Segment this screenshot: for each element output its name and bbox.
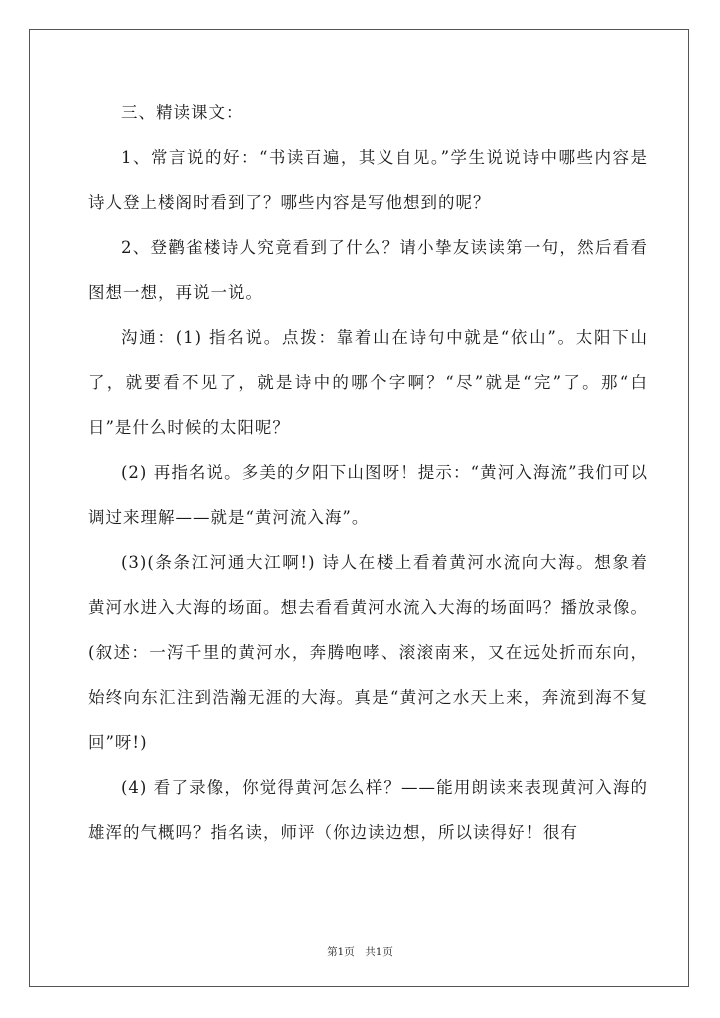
paragraph-5: (3)(条条江河通大江啊!) 诗人在楼上看着黄河水流向大海。想象着黄河水进入大海的场面。想去看看黄河水流入大海的场面吗？播放录像。(叙述：一泻千里的黄河水，奔腾咆哮、滚滚南来，又在远处折而东向，始终向东汇注到浩瀚无涯的大海。真是“黄河之水天上来，奔流到海不复回”呀!) xyxy=(88,553,648,752)
page-footer: 第1页 共1页 xyxy=(327,946,393,958)
paragraph-3: 沟通：(1) 指名说。点拨：靠着山在诗句中就是“依山”。太阳下山了，就要看不见了，就是诗中的哪个字啊？“尽”就是“完”了。那“白日”是什么时候的太阳呢？ xyxy=(88,328,648,437)
paragraph-2: 2、登鹳雀楼诗人究竟看到了什么？请小挚友读读第一句，然后看看图想一想，再说一说。 xyxy=(88,238,648,302)
paragraph-4: (2) 再指名说。多美的夕阳下山图呀！提示：“黄河入海流”我们可以调过来理解——就是“黄河流入海”。 xyxy=(88,463,648,527)
paragraph-1: 1、常言说的好：“书读百遍，其义自见。”学生说说诗中哪些内容是诗人登上楼阁时看到了？哪些内容是写他想到的呢？ xyxy=(88,148,648,212)
section-heading: 三、精读课文： xyxy=(121,103,244,122)
paragraph-6: (4) 看了录像，你觉得黄河怎么样？——能用朗读来表现黄河入海的雄浑的气概吗？指名读，师评（你边读边想，所以读得好！很有 xyxy=(88,778,648,842)
document-body xyxy=(88,90,648,855)
